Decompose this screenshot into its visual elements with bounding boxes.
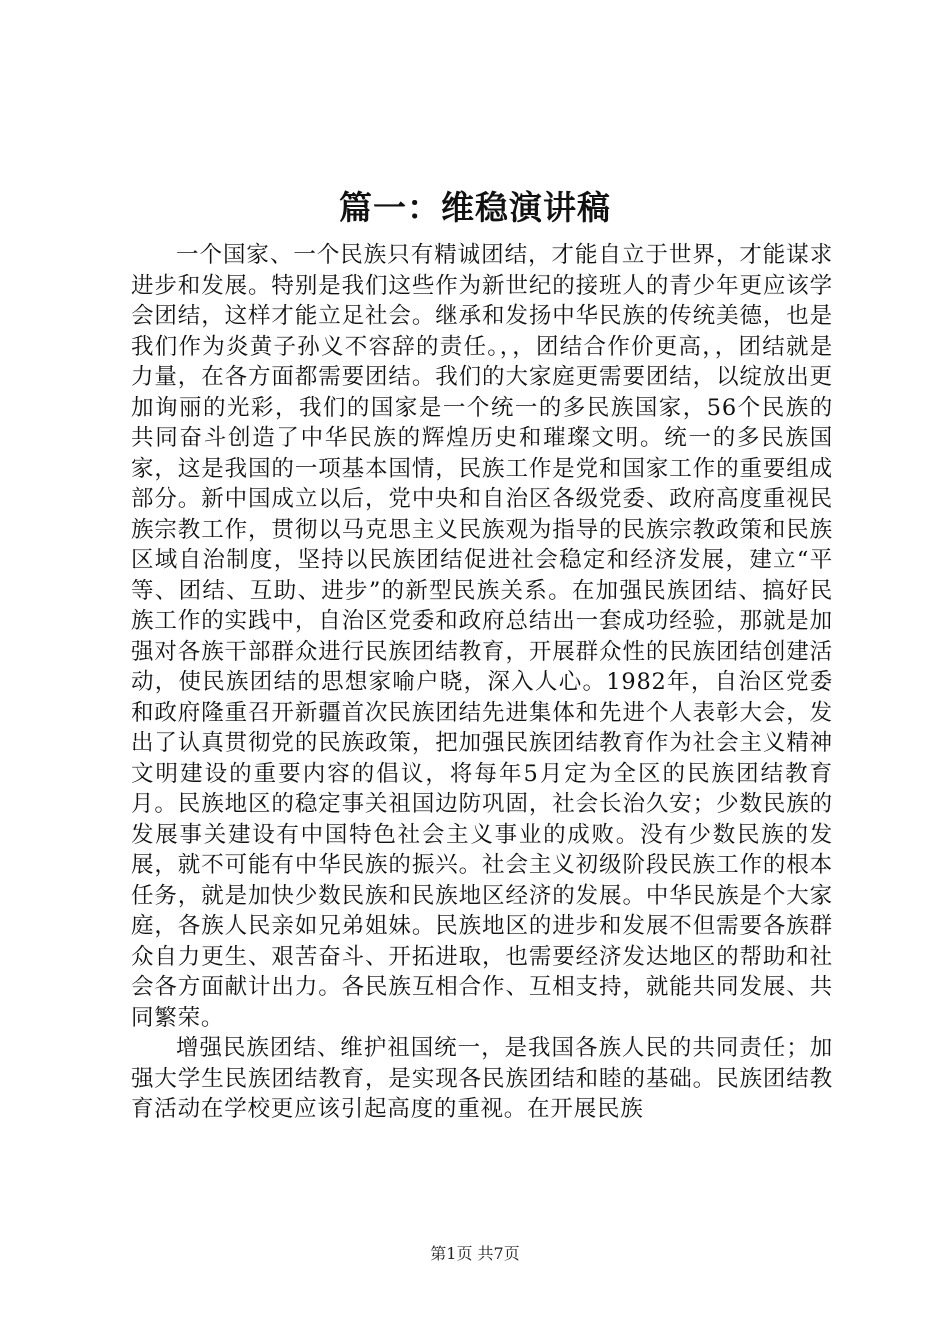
document-title: 篇一：维稳演讲稿 [339, 188, 611, 227]
page-number-footer: 第1页 共7页 [430, 1244, 520, 1263]
document-body [131, 240, 833, 1125]
paragraph-2: 增强民族团结、维护祖国统一，是我国各族人民的共同责任；加强大学生民族团结教育，是实现各民族团结和睦的基础。民族团结教育活动在学校更应该引起高度的重视。在开展民族 [131, 1035, 833, 1122]
paragraph-1: 一个国家、一个民族只有精诚团结，才能自立于世界，才能谋求进步和发展。特别是我们这些作为新世纪的接班人的青少年更应该学会团结，这样才能立足社会。继承和发扬中华民族的传统美德，也是我们作为炎黄子孙义不容辞的责任。，，团结合作价更高，，团结就是力量，在各方面都需要团结。我们的大家庭更需要团结，以绽放出更加询丽的光彩，我们的国家是一个统一的多民族国家，56个民族的共同奋斗创造了中华民族的辉煌历史和璀璨文明。统一的多民族国家，这是我国的一项基本国情，民族工作是党和国家工作的重要组成部分。新中国成立以后，党中央和自治区各级党委、政府高度重视民族宗教工作，贯彻以马克思主义民族观为指导的民族宗教政策和民族区域自治制度，坚持以民族团结促进社会稳定和经济发展，建立“平等、团结、互助、进步”的新型民族关系。在加强民族团结、搞好民族工作的实践中，自治区党委和政府总结出一套成功经验，那就是加强对各族干部群众进行民族团结教育，开展群众性的民族团结创建活动，使民族团结的思想家喻户晓，深入人心。1982年，自治区党委和政府隆重召开新疆首次民族团结先进集体和先进个人表彰大会，发出了认真贯彻党的民族政策，把加强民族团结教育作为社会主义精神文明建设的重要内容的倡议，将每年5月定为全区的民族团结教育月。民族地区的稳定事关祖国边防巩固，社会长治久安；少数民族的发展事关建设有中国特色社会主义事业的成败。没有少数民族的发展，就不可能有中华民族的振兴。社会主义初级阶段民族工作的根本任务，就是加快少数民族和民族地区经济的发展。中华民族是个大家庭，各族人民亲如兄弟姐妹。民族地区的进步和发展不但需要各族群众自力更生、艰苦奋斗、开拓进取，也需要经济发达地区的帮助和社会各方面献计出力。各民族互相合作、互相支持，就能共同发展、共同繁荣。 [131, 242, 833, 1031]
